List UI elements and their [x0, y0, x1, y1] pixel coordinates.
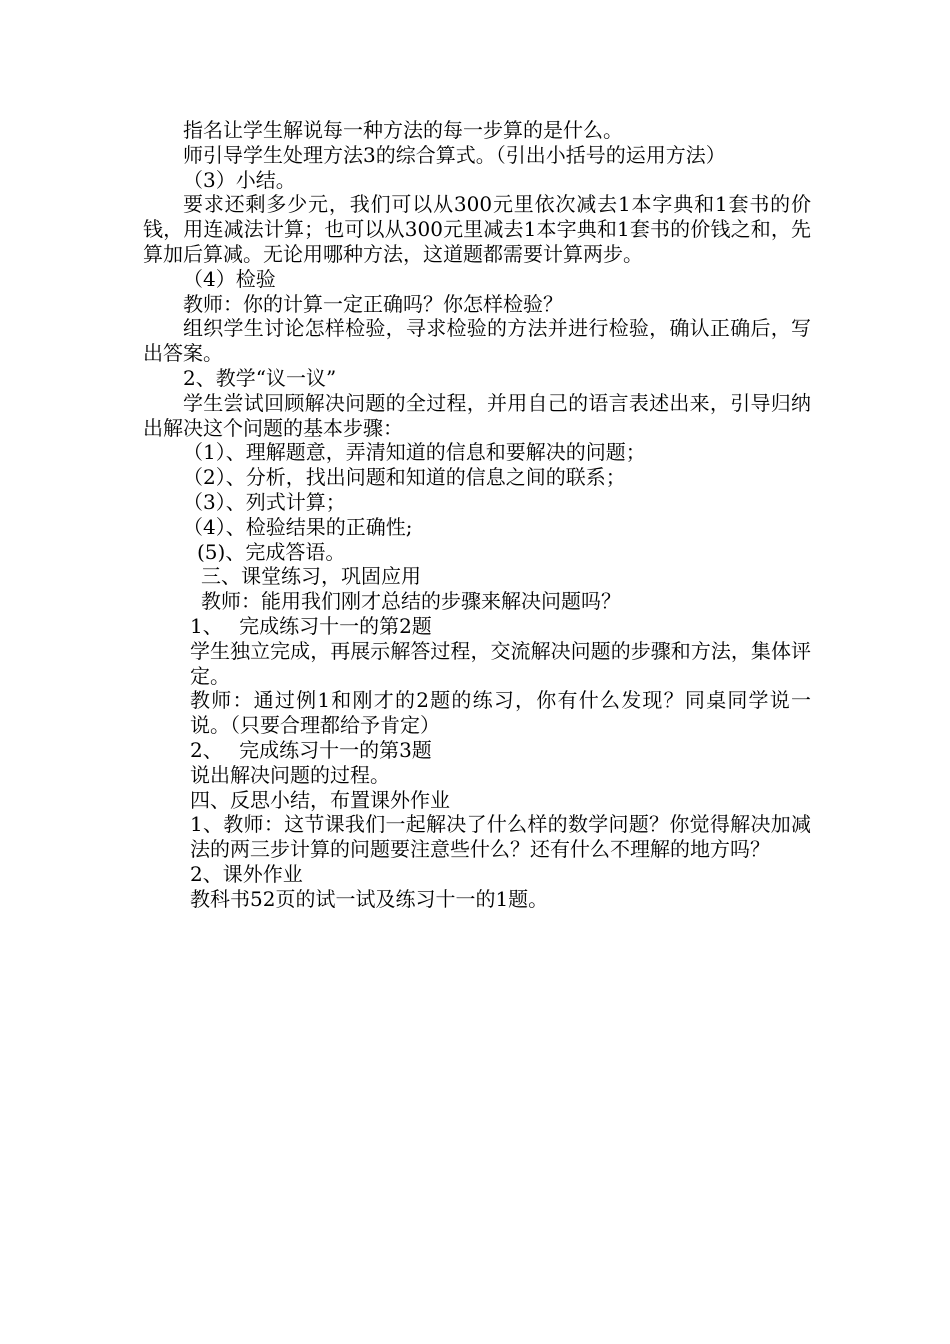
list-item: （2）、分析，找出问题和知道的信息之间的联系；	[183, 465, 626, 490]
list-item: （3）、列式计算；	[183, 489, 346, 514]
section-heading: 四、反思小结，布置课外作业	[190, 787, 450, 812]
list-item: （1）、理解题意，弄清知道的信息和要解决的问题；	[183, 440, 646, 465]
paragraph: 组织学生讨论怎样检验，寻求检验的方法并进行检验，确认正确后，写出答案。	[143, 316, 811, 366]
paragraph: 说出解决问题的过程。	[190, 762, 390, 787]
paragraph: 指名让学生解说每一种方法的每一步算的是什么。	[183, 118, 623, 142]
paragraph: （3）小结。	[183, 167, 296, 192]
list-item: (5)、完成答语。	[197, 539, 346, 564]
list-item: 2、 完成练习十一的第3题	[190, 737, 432, 762]
list-item: 1、 完成练习十一的第2题	[190, 613, 432, 638]
paragraph: 师引导学生处理方法3的综合算式。（引出小括号的运用方法）	[183, 142, 726, 167]
document-body	[143, 118, 811, 912]
section-heading: 三、课堂练习，巩固应用	[201, 564, 421, 589]
paragraph: 教科书52页的试一试及练习十一的1题。	[190, 886, 549, 911]
list-item: （4）、检验结果的正确性;	[183, 514, 413, 539]
paragraph: 教师：你的计算一定正确吗？你怎样检验？	[183, 291, 563, 316]
paragraph: （4）检验	[183, 266, 276, 291]
list-item: 2、课外作业	[190, 861, 303, 886]
paragraph: 教师：能用我们刚才总结的步骤来解决问题吗？	[201, 589, 621, 614]
paragraph: 1、教师：这节课我们一起解决了什么样的数学问题？你觉得解决加减法的两三步计算的问题要注意些什么？还有什么不理解的地方吗？	[190, 812, 811, 862]
paragraph: 学生独立完成，再展示解答过程，交流解决问题的步骤和方法，集体评定。	[190, 638, 811, 688]
paragraph: 学生尝试回顾解决问题的全过程，并用自己的语言表述出来，引导归纳出解决这个问题的基本步骤：	[143, 390, 811, 440]
paragraph: 2、教学“议一议”	[183, 365, 337, 390]
paragraph: 教师：通过例1和刚才的2题的练习，你有什么发现？同桌同学说一说。（只要合理都给予肯定）	[190, 688, 811, 738]
paragraph: 要求还剩多少元，我们可以从300元里依次减去1本字典和1套书的价钱，用连减法计算；也可以从300元里减去1本字典和1套书的价钱之和，先算加后算减。无论用哪种方法，这道题都需要计算两步。	[143, 192, 811, 266]
